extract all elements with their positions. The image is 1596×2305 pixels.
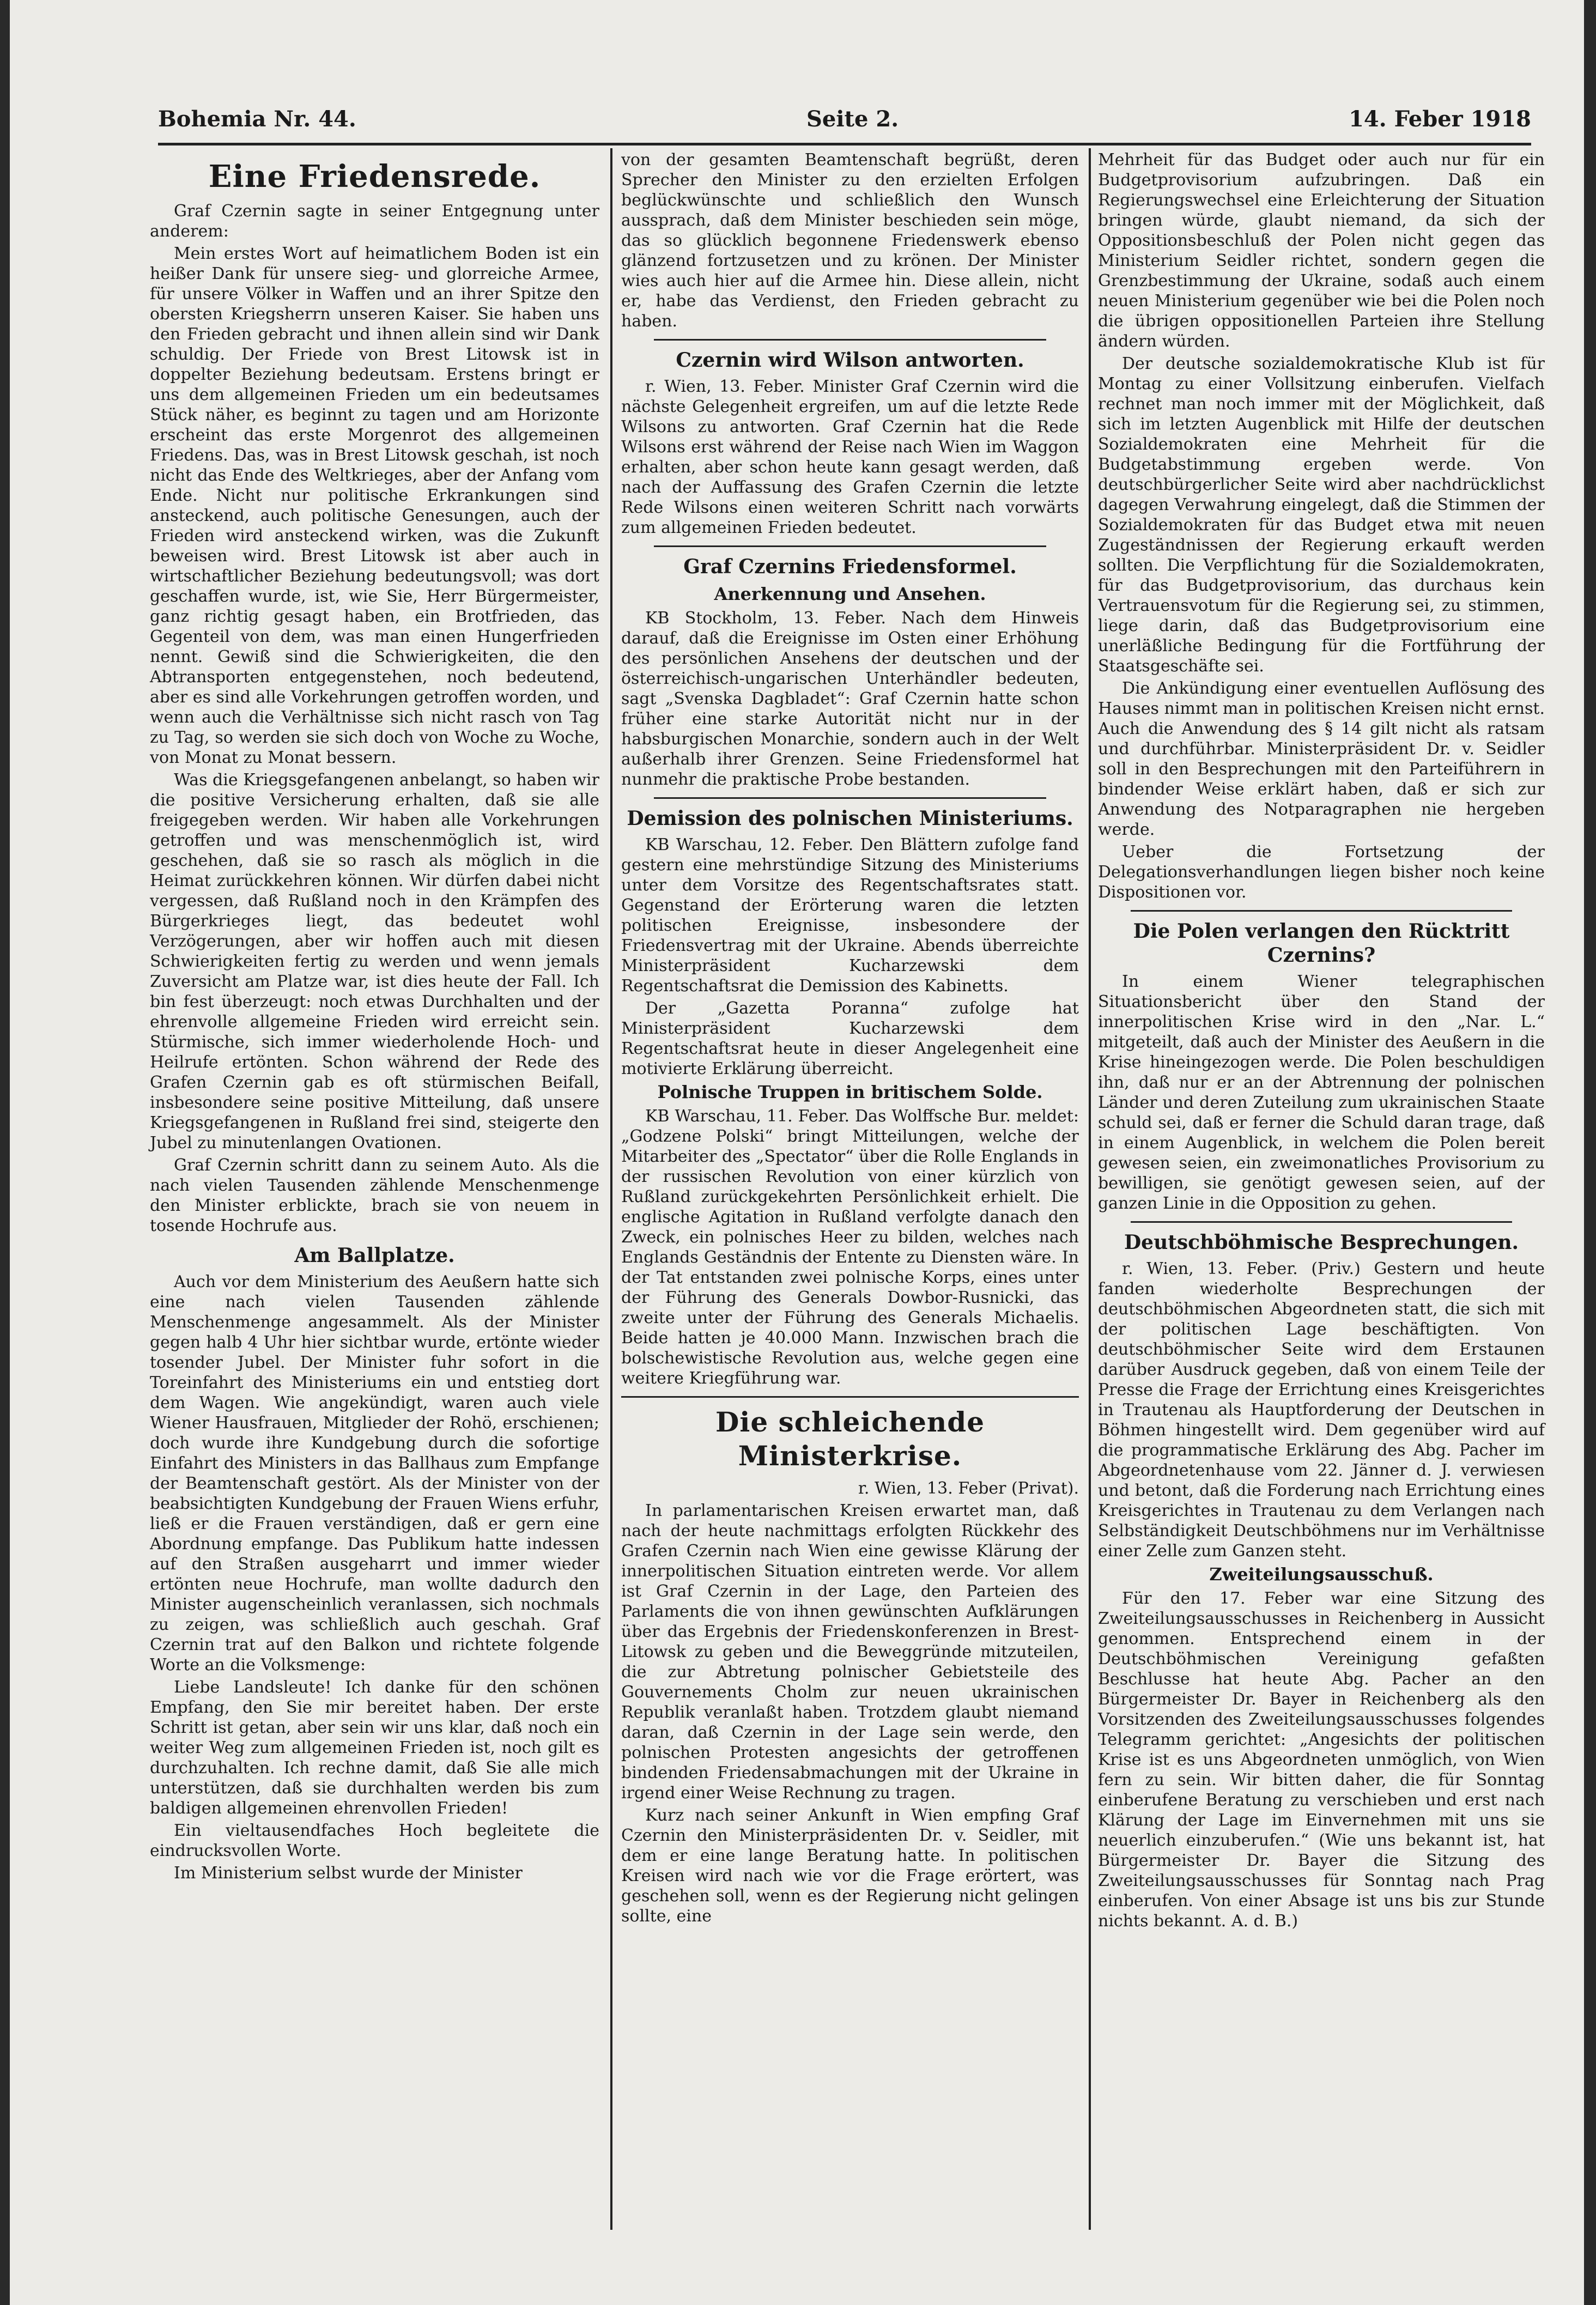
header-date: 14. Feber 1918 <box>1349 106 1531 132</box>
header-issue: Bohemia Nr. 44. <box>158 106 356 132</box>
paragraph: KB Warschau, 12. Feber. Den Blättern zufolge fand gestern eine mehrstündige Sitzung des Ministeriums unter dem Vorsitze des Regentschaftsrates statt. Gegenstand der Erörterung waren die letzten politischen Ereignisse, insbesondere der Friedensvertrag mit der Ukraine. Abends überreichte Ministerpräsident Kucharzewski dem Regentschaftsrat die Demission des Kabinetts. <box>621 835 1079 996</box>
paragraph: Mein erstes Wort auf heimatlichem Boden ist ein heißer Dank für unsere sieg- und glorreiche Armee, für unsere Völker in Waffen und an ihrer Spitze den obersten Kriegsherrn unseren Kaiser. Sie haben uns den Frieden gebracht und ihnen allein sind wir Dank schuldig. Der Friede von Brest Litowsk ist in doppelter Beziehung bedeutsam. Erstens bringt er uns dem allgemeinen Frieden um ein bedeutsames Stück näher, es beginnt zu tagen und am Horizonte erscheint das erste Morgenrot des allgemeinen Friedens. Das, was in Brest Litowsk geschah, ist noch nicht das Ende des Weltkrieges, aber der Anfang vom Ende. Nicht nur politische Erkrankungen sind ansteckend, auch politische Genesungen, auch der Frieden wird ansteckend wirken, was die Zukunft beweisen wird. Brest Litowsk ist aber auch in wirtschaftlicher Beziehung bedeutungsvoll; was dort geschaffen wurde, ist, wie Sie, Herr Bürgermeister, ganz richtig gesagt haben, ein Brotfrieden, das Gegenteil von dem, was man einen Hungerfrieden nennt. Gewiß sind die Schwierigkeiten, die den Abtransporten entgegenstehen, noch bedeutend, aber es sind alle Vorkehrungen getroffen worden, und wenn auch die Verhältnisse sich nicht rasch von Tag zu Tag, so werden sie sich doch von Woche zu Woche, von Monat zu Monat bessern. <box>150 244 599 767</box>
header-page-number: Seite 2. <box>806 106 899 132</box>
paragraph: KB Warschau, 11. Feber. Das Wolffsche Bur. meldet: „Godzene Polski“ bringt Mitteilungen, welche der Mitarbeiter des „Spectator“ über die Rolle Englands in der russischen Revolution von einer kürzlich von Rußland zurückgekehrten Persönlichkeit erhielt. Die englische Agitation in Rußland verfolgte danach den Zweck, ein polnisches Heer zu bilden, welches nach Englands Geständnis der Entente zu Diensten wäre. In der Tat entstanden zwei polnische Korps, eines unter der Führung des Generals Dowbor-Rusnicki, das zweite unter der Führung des Generals Michaelis. Beide hatten je 40.000 Mann. Inzwischen brach die bolschewistische Revolution aus, welche gegen eine weitere Kriegführung war. <box>621 1107 1079 1388</box>
paragraph: In einem Wiener telegraphischen Situationsbericht über den Stand der innerpolitischen Krise wird in den „Nar. L.“ mitgeteilt, daß auch der Minister des Aeußern in die Krise hineingezogen werde. Die Polen beschuldigen ihn, daß nur er an der Abtrennung der polnischen Länder und deren Zuteilung zum ukrainischen Staate schuld sei, daß er ferner die Schuld daran trage, daß in einem Augenblick, in welchem die Polen bereit gewesen seien, ein zweimonatliches Provisorium zu bewilligen, sie genötigt gewesen seien, auf der ganzen Linie in die Opposition zu gehen. <box>1098 972 1545 1213</box>
paragraph: Graf Czernin schritt dann zu seinem Auto. Als die nach vielen Tausenden zählende Menschenmenge den Minister erblickte, brach sie von neuem in tosende Hochrufe aus. <box>150 1156 599 1235</box>
paragraph: Ueber die Fortsetzung der Delegationsverhandlungen liegen bisher noch keine Dispositionen vor. <box>1098 842 1545 902</box>
article-separator <box>654 545 1046 547</box>
column-1 <box>150 150 599 1885</box>
column-rule-2 <box>1089 148 1091 2230</box>
paragraph: In parlamentarischen Kreisen erwartet man, daß nach der heute nachmittags erfolgten Rückkehr des Grafen Czernin nach Wien eine gewisse Klärung der innerpolitischen Situation eintreten werde. Vor allem ist Graf Czernin in der Lage, den Parteien des Parlaments die von ihnen gewünschten Aufklärungen über das Ergebnis der Friedenskonferenzen in Brest-Litowsk zu geben und die Beweggründe mitzuteilen, die zur Abtretung polnischer Gebietsteile des Gouvernements Cholm zur neuen ukrainischen Republik veranlaßt haben. Trotzdem glaubt niemand daran, daß Czernin in der Lage sein werde, den polnischen Protesten angesichts der getroffenen bindenden Friedensabmachungen mit der Ukraine in irgend einer Weise Rechnung zu tragen. <box>621 1501 1079 1803</box>
article-separator <box>621 1396 1079 1398</box>
article-title-deutschboehmisch: Deutschböhmische Besprechungen. <box>1124 1231 1519 1254</box>
header-rule <box>158 143 1531 145</box>
article-title-ministerkrise: Die schleichende Ministerkrise. <box>715 1406 985 1472</box>
paragraph: Für den 17. Feber war eine Sitzung des Zweiteilungsausschusses in Reichenberg in Aussicht genommen. Entsprechend einem in der Deutschböhmischen Vereinigung gefaßten Beschlusse hat heute Abg. Pacher an den Bürgermeister Dr. Bayer in Reichenberg als den Vorsitzenden des Zweiteilungsausschusses folgendes Telegramm gerichtet: „Angesichts der politischen Krise ist es uns Abgeordneten unmöglich, von Wien fern zu sein. Wir bitten daher, die für Sonntag einberufene Beratung zu verschieben und erst nach Klärung der Lage im Einvernehmen mit uns sie neuerlich einzuberufen.“ (Wie uns bekannt ist, hat Bürgermeister Dr. Bayer die Sitzung des Zweiteilungsausschusses für Sonntag nach Prag einberufen. Von einer Absage ist uns bis zur Stunde nichts bekannt. A. d. B.) <box>1098 1589 1545 1931</box>
article-separator <box>1131 1221 1512 1223</box>
article-kicker: Anerkennung und Ansehen. <box>714 584 986 604</box>
paragraph: r. Wien, 13. Feber. (Priv.) Gestern und heute fanden wiederholte Besprechungen der deutschböhmischen Abgeordneten statt, die sich mit der politischen Lage beschäftigten. Von deutschböhmischer Seite wird dem Erstaunen darüber Ausdruck gegeben, daß von einem Teile der Presse die Frage der Errichtung eines Kreisgerichtes in Trautenau als Hauptforderung der Deutschen in Böhmen hingestellt wird. Dem gegenüber wird auf die programmatische Erklärung des Abg. Pacher im Abgeordnetenhause vom 22. Jänner d. J. verwiesen und betont, daß die Forderung nach Errichtung eines Kreisgerichtes in Trautenau zu dem Verlangen nach Selbständigkeit Deutschböhmens nur im Verhältnisse einer Zelle zum Ganzen steht. <box>1098 1259 1545 1561</box>
scan-border-right <box>1584 0 1596 2305</box>
paragraph: von der gesamten Beamtenschaft begrüßt, deren Sprecher den Minister zu den erzielten Erfolgen beglückwünschte und schließlich den Wunsch aussprach, daß dem Minister beschieden sein möge, das so glücklich begonnene Friedenswerk ebenso glänzend fortzusetzen und zu krönen. Der Minister wies auch hier auf die Armee hin. Diese allein, nicht er, habe das Verdienst, den Frieden gebracht zu haben. <box>621 150 1079 331</box>
article-title-demission: Demission des polnischen Ministeriums. <box>627 807 1073 830</box>
paragraph: Graf Czernin sagte in seiner Entgegnung unter anderem: <box>150 202 599 241</box>
paragraph: Der „Gazetta Poranna“ zufolge hat Ministerpräsident Kucharzewski dem Regentschaftsrat heute in dieser Angelegenheit eine motivierte Erklärung überreicht. <box>621 999 1079 1078</box>
article-separator <box>654 797 1046 799</box>
column-rule-1 <box>610 148 612 2230</box>
column-3 <box>1098 150 1545 1933</box>
paragraph: r. Wien, 13. Feber. Minister Graf Czernin wird die nächste Gelegenheit ergreifen, um auf die letzte Rede Wilsons zu antworten. Graf Czernin hat die Rede Wilsons erst während der Reise nach Wien im Waggon erhalten, aber schon heute kann gesagt werden, daß nach der Auffassung des Grafen Czernin die letzte Rede Wilsons einen weiteren Schritt nach vorwärts zum allgemeinen Frieden bedeutet. <box>621 377 1079 537</box>
paragraph: Die Ankündigung einer eventuellen Auflösung des Hauses nimmt man in politischen Kreisen nicht ernst. Auch die Anwendung des § 14 gilt nicht als ratsam und durchführbar. Ministerpräsident Dr. v. Seidler soll in den Besprechungen mit den Parteiführern in bindender Weise erklärt haben, daß er sich zur Anwendung des Notparagraphen nie hergeben werde. <box>1098 679 1545 839</box>
page-header <box>158 106 1531 144</box>
dateline: r. Wien, 13. Feber (Privat). <box>858 1479 1079 1498</box>
article-title-friedensformel: Graf Czernins Friedensformel. <box>683 555 1017 578</box>
article-kicker: Polnische Truppen in britischem Solde. <box>657 1082 1043 1102</box>
paragraph: Kurz nach seiner Ankunft in Wien empfing Graf Czernin den Ministerpräsidenten Dr. v. Seidler, mit dem er eine lange Beratung hatte. In politischen Kreisen wird nach wie vor die Frage erörtert, was geschehen soll, wenn es der Regierung nicht gelingen sollte, eine <box>621 1806 1079 1926</box>
paragraph: Was die Kriegsgefangenen anbelangt, so haben wir die positive Versicherung erhalten, daß sie alle freigegeben werden. Wir haben alle Vorkehrungen getroffen und was menschenmöglich ist, wird geschehen, daß sie so rasch als möglich in die Heimat zurückkehren können. Wir dürfen dabei nicht vergessen, daß Rußland noch in den Krämpfen des Bürgerkrieges liegt, das bedeutet wohl Verzögerungen, aber wir hoffen auch mit diesen Schwierigkeiten fertig zu werden und wenn jemals Zuversicht am Platze war, ist dies heute der Fall. Ich bin fest überzeugt: noch etwas Durchhalten und der ehrenvolle allgemeine Frieden wird erreicht sein. Stürmische, sich immer wiederholende Hoch- und Heilrufe ertönten. Schon während der Rede des Grafen Czernin gab es oft stürmischen Beifall, insbesondere seine positive Mitteilung, daß unsere Kriegsgefangenen in Rußland frei sind, steigerte den Jubel zu minutenlangen Ovationen. <box>150 771 599 1152</box>
article-title-polen: Die Polen verlangen den Rücktritt Czernins? <box>1133 920 1510 967</box>
subheading-ballplatz: Am Ballplatze. <box>294 1244 455 1267</box>
paragraph: Der deutsche sozialdemokratische Klub ist für Montag zu einer Vollsitzung einberufen. Vielfach rechnet man noch immer mit der Möglichkeit, daß sich im letzten Augenblick mit Hilfe der deutschen Sozialdemokraten eine Mehrheit für die Budgetabstimmung ergeben werde. Von deutschbürgerlicher Seite wird aber nachdrücklichst dagegen Verwahrung eingelegt, daß die Stimmen der Sozialdemokraten für das Budget etwa mit neuen Zugeständnissen der Regierung erkauft werden sollten. Die Verpflichtung für die Sozialdemokraten, für das Budgetprovisorium, das durchaus kein Vertrauensvotum für die Regierung sei, zu stimmen, liege darin, daß das Budgetprovisorium eine unerläßliche Bedingung für die Fortführung der Staatsgeschäfte sei. <box>1098 354 1545 676</box>
paragraph: Liebe Landsleute! Ich danke für den schönen Empfang, den Sie mir bereitet haben. Der erste Schritt ist getan, aber sein wir uns klar, daß noch ein weiter Weg zum allgemeinen Frieden ist, noch gilt es durchzuhalten. Ich rechne damit, daß Sie alle mich unterstützen, daß sie durchhalten werden bis zum baldigen allgemeinen ehrenvollen Frieden! <box>150 1678 599 1818</box>
article-title-wilson: Czernin wird Wilson antworten. <box>676 349 1024 372</box>
article-separator <box>654 339 1046 341</box>
paragraph: Mehrheit für das Budget oder auch nur für ein Budgetprovisorium aufzubringen. Daß ein Regierungswechsel eine Erleichterung der Situation bringen würde, glaubt niemand, da sich der Oppositionsbeschluß der Polen nicht gegen das Ministerium Seidler richtet, sondern gegen die Grenzbestimmung der Ukraine, sodaß auch einem neuen Ministerium gegenüber wie bei die Polen noch die übrigen oppositionellen Parteien ihre Stellung ändern würden. <box>1098 150 1545 351</box>
paragraph: KB Stockholm, 13. Feber. Nach dem Hinweis darauf, daß die Ereignisse im Osten einer Erhöhung des persönlichen Ansehens der deutschen und der österreichisch-ungarischen Unterhändler bedeuten, sagt „Svenska Dagbladet“: Graf Czernin hatte schon früher eine starke Autorität nicht nur in der habsburgischen Monarchie, sondern auch in der Welt außerhalb ihrer Grenzen. Seine Friedensformel hat nunmehr die praktische Probe bestanden. <box>621 609 1079 789</box>
paragraph: Auch vor dem Ministerium des Aeußern hatte sich eine nach vielen Tausenden zählende Menschenmenge angesammelt. Als der Minister gegen halb 4 Uhr hier sichtbar wurde, ertönte wieder tosender Jubel. Der Minister fuhr sofort in die Toreinfahrt des Ministeriums ein und entstieg dort dem Wagen. Wie angekündigt, waren auch viele Wiener Hausfrauen, Mitglieder der Rohö, erschienen; doch wurde ihre Kundgebung durch die sofortige Einfahrt des Ministers in das Ballhaus zum Empfange der Beamtenschaft gestört. Als der Minister von der beabsichtigten Kundgebung der Frauen Wiens erfuhr, ließ er die Frauen verständigen, daß er gern eine Abordnung empfange. Das Publikum hatte indessen auf den Straßen ausgeharrt und immer wieder ertönten neue Hochrufe, man wollte dadurch den Minister augenscheinlich veranlassen, sich nochmals zu zeigen, was schließlich auch geschah. Graf Czernin trat auf den Balkon und richtete folgende Worte an die Volksmenge: <box>150 1272 599 1675</box>
paragraph: Ein vieltausendfaches Hoch begleitete die eindrucksvollen Worte. <box>150 1821 599 1860</box>
scan-border-left <box>0 0 10 2305</box>
paragraph: Im Ministerium selbst wurde der Minister <box>174 1864 523 1883</box>
column-2 <box>621 150 1079 1928</box>
article-kicker: Zweiteilungsausschuß. <box>1209 1564 1434 1585</box>
article-title-friedensrede: Eine Friedensrede. <box>208 159 541 195</box>
article-separator <box>1131 910 1512 912</box>
